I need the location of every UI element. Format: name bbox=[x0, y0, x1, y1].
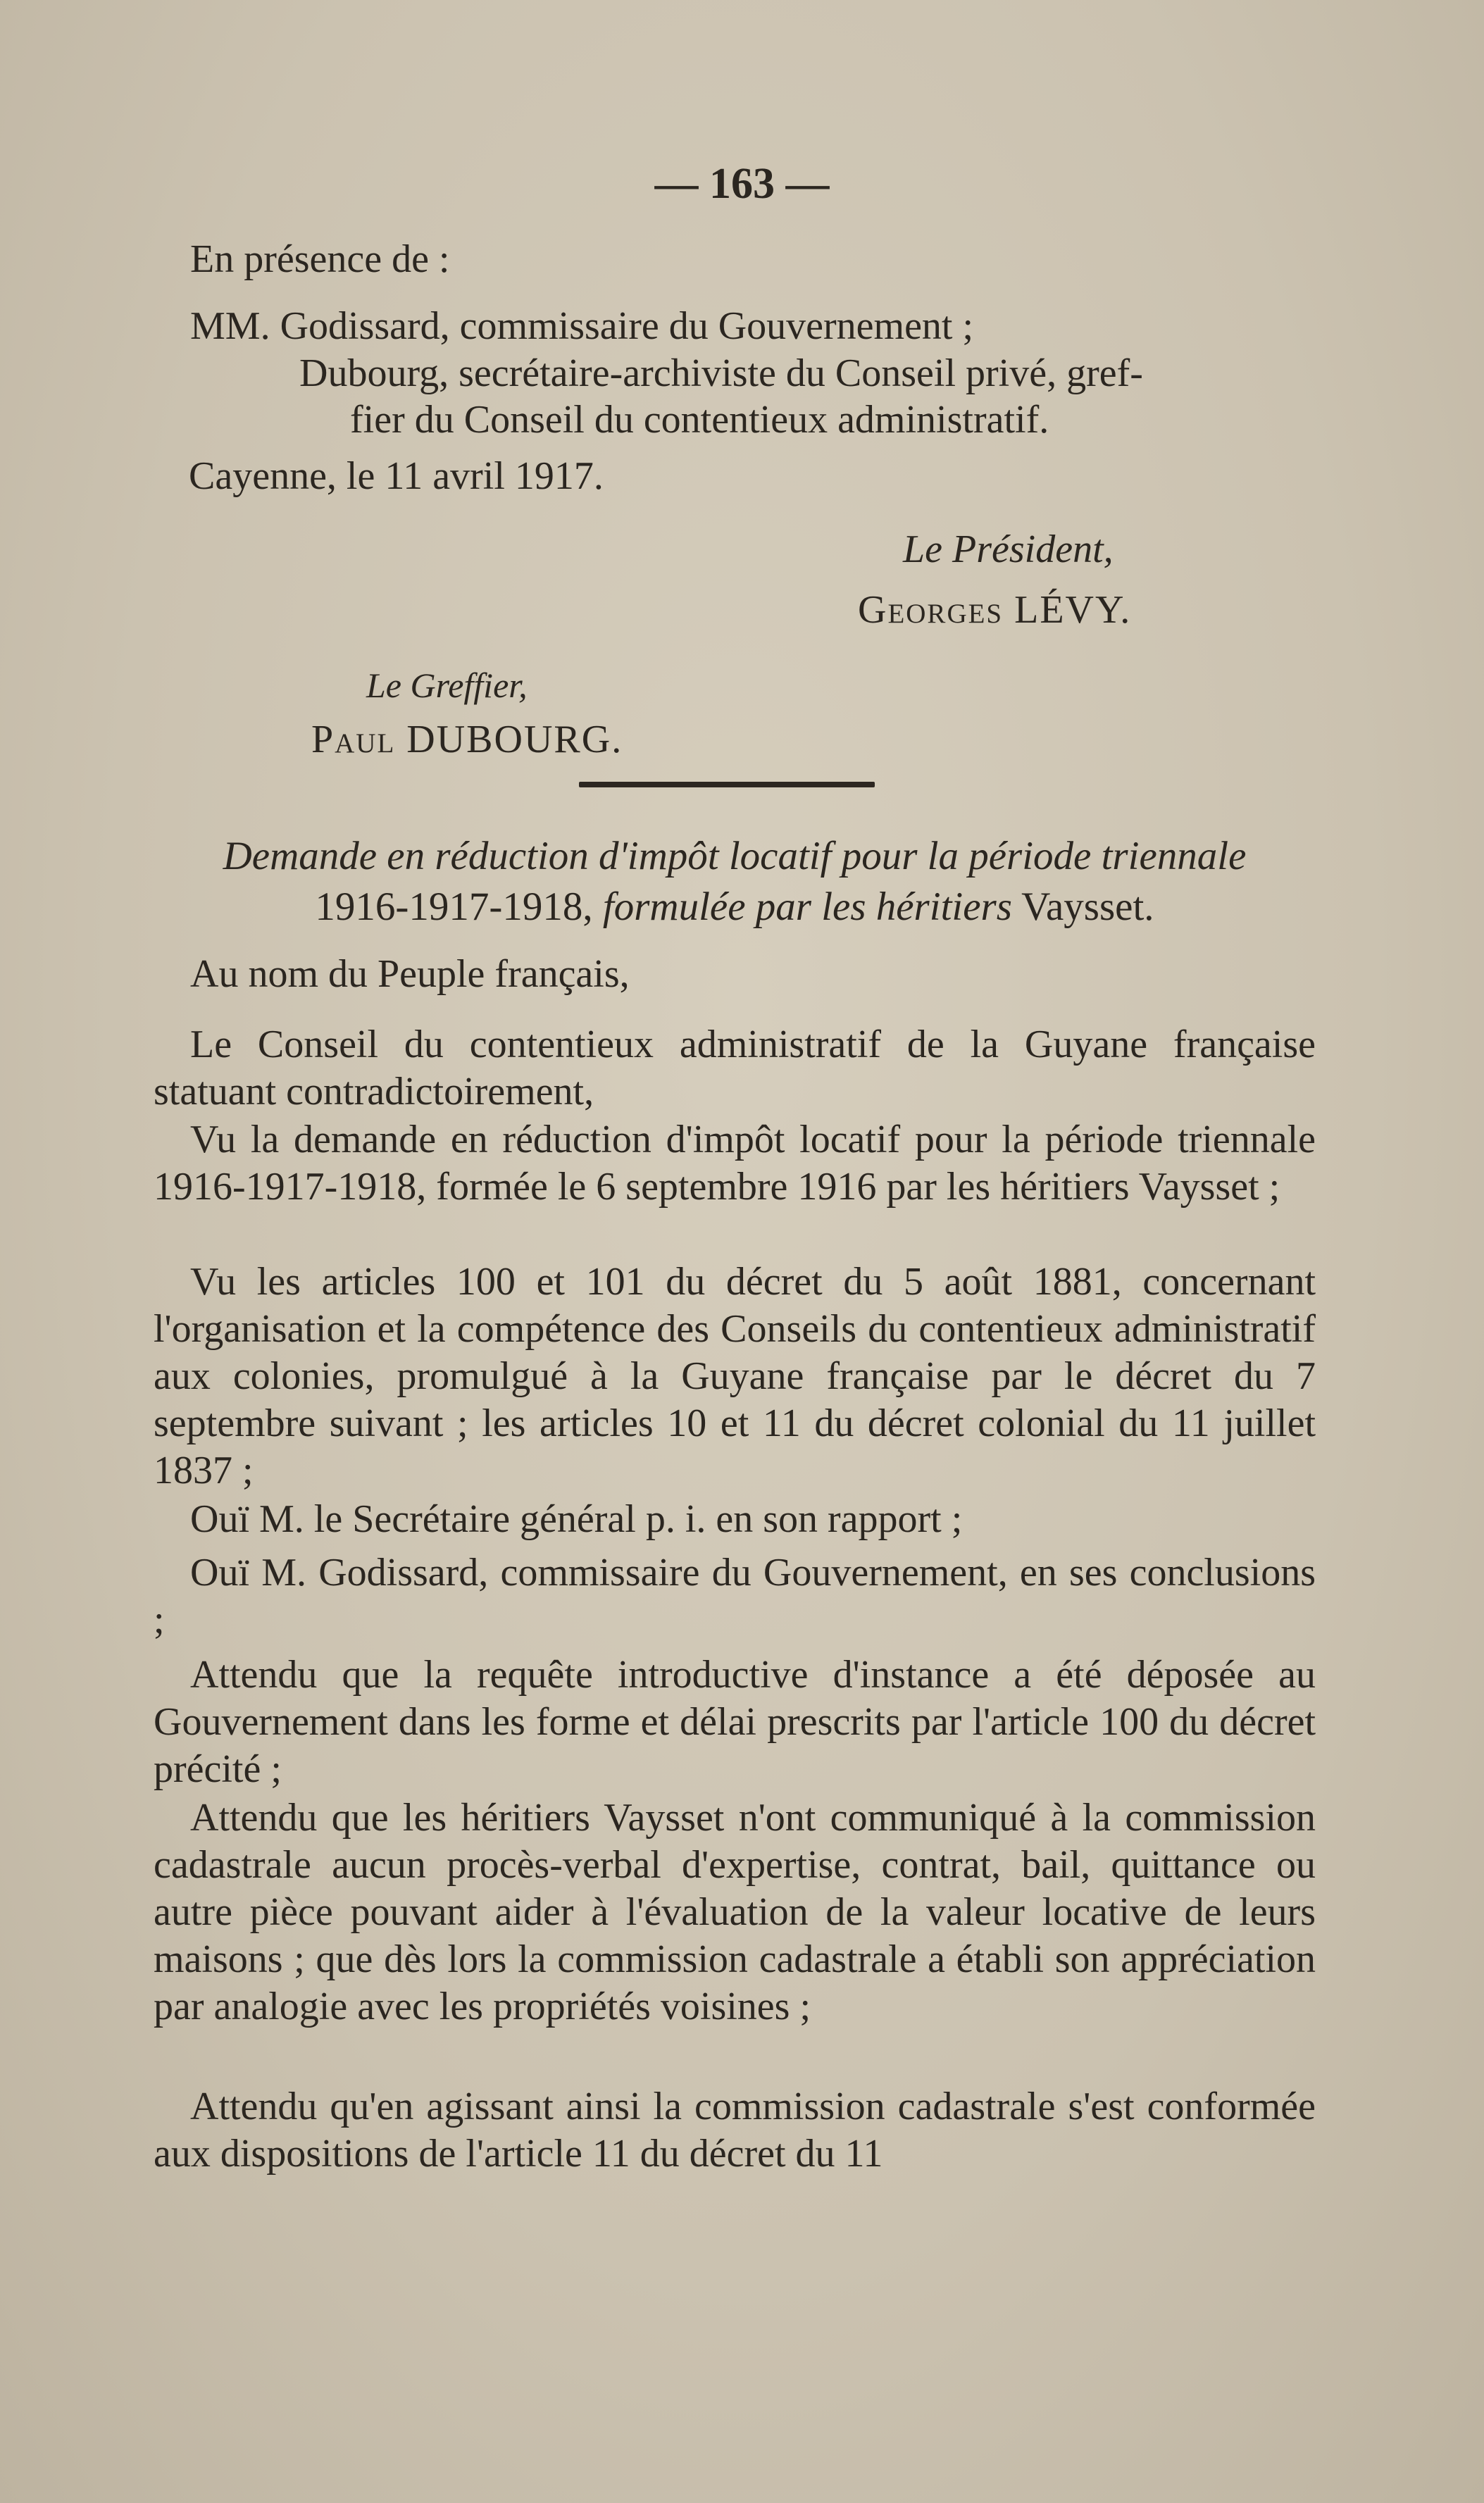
paragraph-oui-commissaire: Ouï M. Godissard, commissaire du Gouvernement, en ses conclusions ; bbox=[154, 1551, 1316, 1642]
greffier-title: Le Greffier, bbox=[366, 666, 528, 705]
presence-line-3: fier du Conseil du contentieux administratif. bbox=[350, 398, 1049, 442]
greffier-name: Paul DUBOURG. bbox=[311, 718, 623, 761]
paragraph-attendu-requete: Attendu que la requête introductive d'instance a été déposée au Gouvernement dans les forme et délai prescrits par l'article 100 du décret précité ; bbox=[154, 1653, 1316, 1791]
date-line: Cayenne, le 11 avril 1917. bbox=[189, 454, 604, 498]
case-title-years: 1916-1917-1918, bbox=[315, 885, 593, 929]
presence-heading: En présence de : bbox=[190, 237, 450, 281]
paragraph-attendu-heritiers: Attendu que les héritiers Vaysset n'ont communiqué à la commission cadastrale aucun procès-verbal d'expertise, contrat, bail, quittance ou autre pièce pouvant aider à l'évaluation de la valeur locative de leurs maisons ; que dès lors la commission cadastrale a établi son appréciation par analogie avec les propriétés voisines ; bbox=[154, 1796, 1316, 2028]
president-title: Le Président, bbox=[903, 528, 1114, 571]
paragraph-vu-articles: Vu les articles 100 et 101 du décret du 5 août 1881, concernant l'organisation et la compétence des Conseils du contentieux administratif aux colonies, promulgué à la Guyane française par le décret du 7 septembre suivant ; les articles 10 et 11 du décret colonial du 11 juillet 1837 ; bbox=[154, 1260, 1316, 1492]
presence-line-1: MM. Godissard, commissaire du Gouvernement ; bbox=[190, 304, 974, 348]
paragraph-preamble: Au nom du Peuple français, bbox=[190, 952, 630, 996]
president-name: Georges LÉVY. bbox=[858, 588, 1132, 632]
paragraph-oui-secretaire: Ouï M. le Secrétaire général p. i. en son rapport ; bbox=[190, 1497, 963, 1541]
paragraph-council: Le Conseil du contentieux administratif de la Guyane française statuant contradictoirement, bbox=[154, 1023, 1316, 1113]
case-title-name: Vaysset. bbox=[1021, 885, 1154, 929]
presence-line-2: Dubourg, secrétaire-archiviste du Conseil privé, gref- bbox=[299, 351, 1143, 395]
paragraph-vu-demande: Vu la demande en réduction d'impôt locatif pour la période triennale 1916-1917-1918, formée le 6 septembre 1916 par les héritiers Vaysset ; bbox=[154, 1118, 1316, 1209]
paragraph-attendu-commission: Attendu qu'en agissant ainsi la commission cadastrale s'est conformée aux dispositions de l'article 11 du décret du 11 bbox=[154, 2085, 1316, 2176]
case-title bbox=[154, 831, 1316, 932]
section-divider bbox=[579, 782, 875, 787]
page-number: — 163 — bbox=[654, 160, 830, 208]
case-title-part-1: Demande en réduction d'impôt locatif pour la période triennale bbox=[223, 834, 1247, 878]
case-title-part-2: formulée par les héritiers bbox=[602, 885, 1012, 929]
